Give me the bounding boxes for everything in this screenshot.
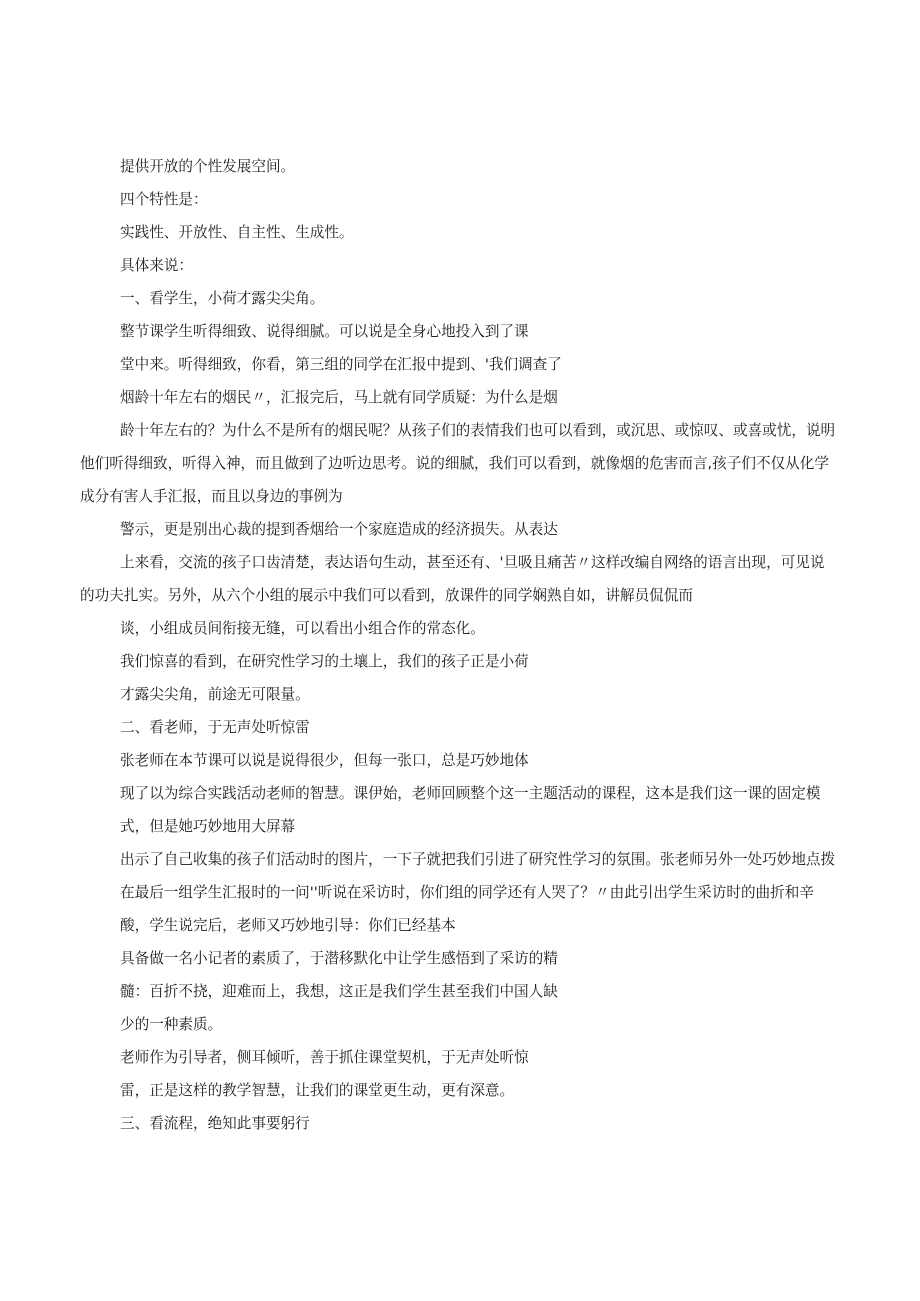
text-line: 现了以为综合实践活动老师的智慧。课伊始，老师回顾整个这一主题活动的课程，这本是我们这一课的固定模 [120, 785, 821, 802]
text-line: 他们听得细致，听得入神，而且做到了边听边思考。说的细腻，我们可以看到，就像烟的危害而言,孩子们不仅从化学 [80, 455, 829, 472]
text-line: 烟龄十年左右的烟民〃，汇报完后，马上就有同学质疑：为什么是烟 [120, 389, 558, 406]
text-line: 警示，更是别出心裁的提到香烟给一个家庭造成的经济损失。从表达 [120, 521, 558, 538]
text-line: 酸，学生说完后，老师又巧妙地引导：你们已经基本 [120, 917, 456, 934]
text-line: 在最后一组学生汇报时的一问''听说在采访时，你们组的同学还有人哭了？〃由此引出学生采访时的曲折和辛 [120, 884, 814, 901]
text-line: 提供开放的个性发展空间。 [120, 158, 296, 175]
text-line: 式，但是她巧妙地用大屏幕 [120, 818, 296, 835]
text-line: 谈，小组成员间衔接无缝，可以看出小组合作的常态化。 [120, 620, 485, 637]
section-heading: 一、看学生，小荷才露尖尖角。 [120, 290, 325, 307]
text-line: 整节课学生听得细致、说得细腻。可以说是全身心地投入到了课 [120, 323, 529, 340]
text-line: 堂中来。听得细致，你看，第三组的同学在汇报中提到、'我们调查了 [120, 356, 562, 373]
text-line: 少的一种素质。 [120, 1016, 223, 1033]
text-line: 我们惊喜的看到，在研究性学习的土壤上，我们的孩子正是小荷 [120, 653, 529, 670]
text-line: 的功夫扎实。另外，从六个小组的展示中我们可以看到，放课件的同学娴熟自如，讲解员侃侃而 [80, 587, 693, 604]
text-line: 才露尖尖角，前途无可限量。 [120, 686, 310, 703]
text-line: 雷，正是这样的教学智慧，让我们的课堂更生动，更有深意。 [120, 1082, 515, 1099]
text-line: 老师作为引导者，侧耳倾听，善于抓住课堂契机，于无声处听惊 [120, 1049, 529, 1066]
text-line: 张老师在本节课可以说是说得很少，但每一张口，总是巧妙地体 [120, 752, 529, 769]
text-line: 出示了自己收集的孩子们活动时的图片，一下子就把我们引进了研究性学习的氛围。张老师另外一处巧妙地点拨 [120, 851, 836, 868]
text-line: 四个特性是： [120, 191, 208, 208]
section-heading: 三、看流程，绝知此事要躬行 [120, 1115, 310, 1132]
text-line: 上来看，交流的孩子口齿清楚，表达语句生动，甚至还有、'旦吸且痛苦〃这样改编自网络的语言出现，可见说 [120, 554, 825, 571]
text-line: 实践性、开放性、自主性、生成性。 [120, 224, 354, 241]
section-heading: 二、看老师，于无声处听惊雷 [120, 719, 310, 736]
text-line: 成分有害人手汇报，而且以身边的事例为 [80, 488, 343, 505]
text-line: 具备做一名小记者的素质了，于潜移默化中让学生感悟到了采访的精 [120, 950, 558, 967]
text-line: 龄十年左右的？为什么不是所有的烟民呢？从孩子们的表情我们也可以看到，或沉思、或惊叹、或喜或忧，说明 [120, 422, 836, 439]
text-line: 髓：百折不挠，迎难而上，我想，这正是我们学生甚至我们中国人缺 [120, 983, 558, 1000]
text-line: 具体来说： [120, 257, 193, 274]
